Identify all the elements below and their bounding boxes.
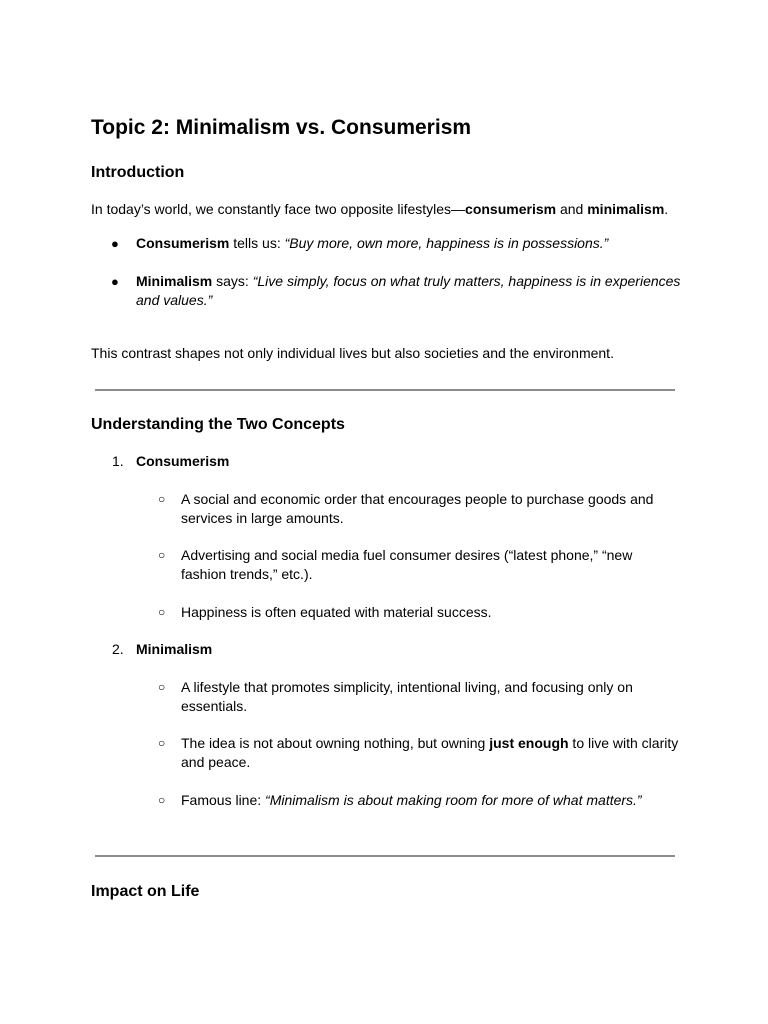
list-number: 2. xyxy=(112,641,124,657)
sub-list-item-text: A lifestyle that promotes simplicity, intentional living, and focusing only on essentials. xyxy=(181,679,633,714)
bullet-quote: “Live simply, focus on what truly matters, happiness is in experiences and values.” xyxy=(136,273,681,308)
sub-text-bold: just enough xyxy=(489,735,569,751)
introduction-heading: Introduction xyxy=(91,164,185,181)
sub-text-quote: “Minimalism is about making room for more of what matters.” xyxy=(265,792,642,808)
intro-text-start: In today’s world, we constantly face two opposite lifestyles— xyxy=(91,201,466,217)
sub-list-item-text: Happiness is often equated with material success. xyxy=(181,604,492,620)
circle-bullet-icon: ○ xyxy=(158,605,166,619)
sub-text-start: Famous line: xyxy=(181,792,266,808)
circle-bullet-icon: ○ xyxy=(158,736,166,750)
bullet-icon: ● xyxy=(111,274,119,289)
horizontal-divider xyxy=(95,389,675,391)
bullet-verb: says: xyxy=(212,273,253,289)
intro-term-consumerism: consumerism xyxy=(465,201,557,217)
intro-text-end: . xyxy=(664,201,669,217)
circle-bullet-icon: ○ xyxy=(158,680,166,694)
list-item-text xyxy=(136,272,681,310)
introduction-closing: This contrast shapes not only individual lives but also societies and the environment. xyxy=(91,345,614,361)
bullet-term: Consumerism xyxy=(136,235,230,251)
intro-term-minimalism: minimalism xyxy=(587,201,665,217)
bullet-icon: ● xyxy=(111,236,119,251)
list-item-text xyxy=(136,234,681,253)
numbered-item-title: Minimalism xyxy=(136,641,213,657)
circle-bullet-icon: ○ xyxy=(158,793,166,807)
page-title: Topic 2: Minimalism vs. Consumerism xyxy=(91,116,472,139)
horizontal-divider xyxy=(95,855,675,857)
sub-list-item-text: Advertising and social media fuel consumer desires (“latest phone,” “new fashion trends,” etc.). xyxy=(181,547,633,582)
sub-text-end: to live with clarity and peace. xyxy=(181,735,679,770)
impact-heading: Impact on Life xyxy=(91,883,200,900)
bullet-quote: “Buy more, own more, happiness is in possessions.” xyxy=(284,235,609,251)
bullet-verb: tells us: xyxy=(229,235,285,251)
sub-list-item-text xyxy=(181,791,681,810)
numbered-item-title: Consumerism xyxy=(136,453,230,469)
sub-list-item-text: A social and economic order that encourages people to purchase goods and services in large amounts. xyxy=(181,491,654,526)
concepts-heading: Understanding the Two Concepts xyxy=(91,416,345,433)
list-number: 1. xyxy=(112,453,124,469)
circle-bullet-icon: ○ xyxy=(158,492,166,506)
intro-text-and: and xyxy=(556,201,588,217)
sub-text-start: The idea is not about owning nothing, but owning xyxy=(181,735,490,751)
bullet-term: Minimalism xyxy=(136,273,213,289)
sub-list-item-text xyxy=(181,734,681,772)
introduction-paragraph xyxy=(91,200,681,219)
circle-bullet-icon: ○ xyxy=(158,548,166,562)
